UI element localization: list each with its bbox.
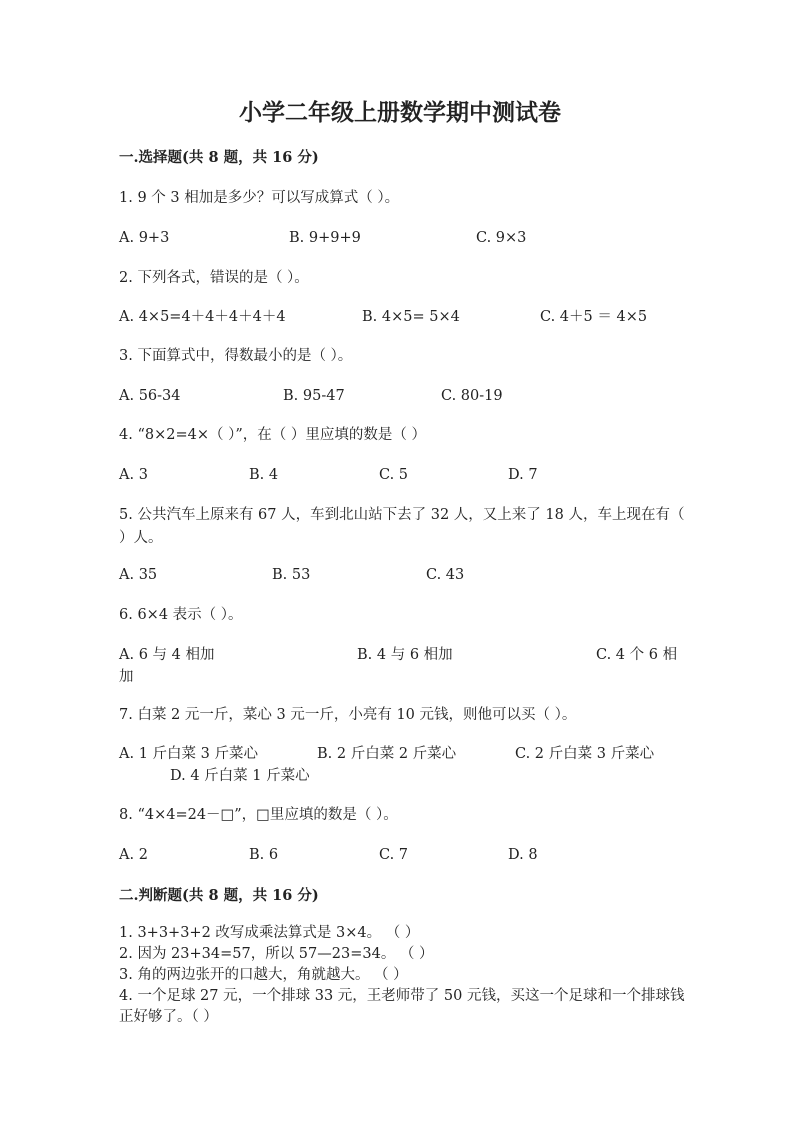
- question-7: 7. 白菜 2 元一斤，菜心 3 元一斤，小亮有 10 元钱，则他可以买（ ）。: [119, 707, 577, 723]
- q6-option-b: B. 4 与 6 相加: [357, 647, 453, 663]
- q7-option-c: C. 2 斤白菜 3 斤菜心: [515, 746, 655, 762]
- q4-option-c: C. 5: [379, 467, 409, 483]
- q8-option-a: A. 2: [119, 847, 148, 863]
- q6-option-c: C. 4 个 6 相: [596, 647, 678, 663]
- q5-option-b: B. 53: [272, 567, 311, 583]
- q5-option-c: C. 43: [426, 567, 465, 583]
- q8-option-b: B. 6: [249, 847, 279, 863]
- judge-item-4: 4. 一个足球 27 元，一个排球 33 元，王老师带了 50 元钱，买这一个足球和一个排球钱正好够了。（ ）: [119, 988, 685, 1025]
- q6-option-c-wrap: 加: [119, 669, 134, 685]
- section-heading-choice: 一.选择题(共 8 题，共 16 分): [119, 149, 319, 166]
- judge-item-1: 1. 3+3+3+2 改写成乘法算式是 3×4。 （ ）: [119, 925, 420, 941]
- q3-option-c: C. 80-19: [441, 388, 503, 404]
- q7-option-d: D. 4 斤白菜 1 斤菜心: [170, 768, 310, 784]
- q7-option-a: A. 1 斤白菜 3 斤菜心: [119, 746, 258, 762]
- q4-option-a: A. 3: [119, 467, 148, 483]
- question-8: 8. “4×4=24－□”，□里应填的数是（ ）。: [119, 807, 398, 823]
- q3-option-b: B. 95-47: [283, 388, 345, 404]
- question-3: 3. 下面算式中，得数最小的是（ ）。: [119, 348, 353, 364]
- question-6: 6. 6×4 表示（ ）。: [119, 607, 243, 623]
- q1-option-c: C. 9×3: [476, 230, 527, 246]
- q4-option-b: B. 4: [249, 467, 279, 483]
- section-heading-judge: 二.判断题(共 8 题，共 16 分): [119, 887, 319, 904]
- q2-option-b: B. 4×5= 5×4: [362, 309, 460, 325]
- q1-option-b: B. 9+9+9: [289, 230, 361, 246]
- question-1: 1. 9 个 3 相加是多少？可以写成算式（ ）。: [119, 190, 400, 206]
- q4-option-d: D. 7: [508, 467, 538, 483]
- q8-option-c: C. 7: [379, 847, 409, 863]
- q2-option-c: C. 4＋5 ＝ 4×5: [540, 309, 648, 325]
- q5-option-a: A. 35: [119, 567, 158, 583]
- question-5: 5. 公共汽车上原来有 67 人，车到北山站下去了 32 人，又上来了 18 人，车上现在有（ ）人。: [119, 507, 685, 546]
- q6-option-a: A. 6 与 4 相加: [119, 647, 215, 663]
- judge-item-3: 3. 角的两边张开的口越大，角就越大。 （ ）: [119, 967, 408, 983]
- question-2: 2. 下列各式，错误的是（ ）。: [119, 270, 309, 286]
- q7-option-b: B. 2 斤白菜 2 斤菜心: [317, 746, 457, 762]
- page-title: 小学二年级上册数学期中测试卷: [239, 99, 561, 126]
- q1-option-a: A. 9+3: [119, 230, 170, 246]
- question-4: 4. “8×2=4×（ ）”，在（ ）里应填的数是（ ）: [119, 427, 426, 443]
- judge-item-2: 2. 因为 23+34=57，所以 57—23=34。 （ ）: [119, 946, 434, 962]
- q8-option-d: D. 8: [508, 847, 538, 863]
- q2-option-a: A. 4×5=4＋4＋4＋4＋4: [119, 309, 286, 325]
- q3-option-a: A. 56-34: [119, 388, 181, 404]
